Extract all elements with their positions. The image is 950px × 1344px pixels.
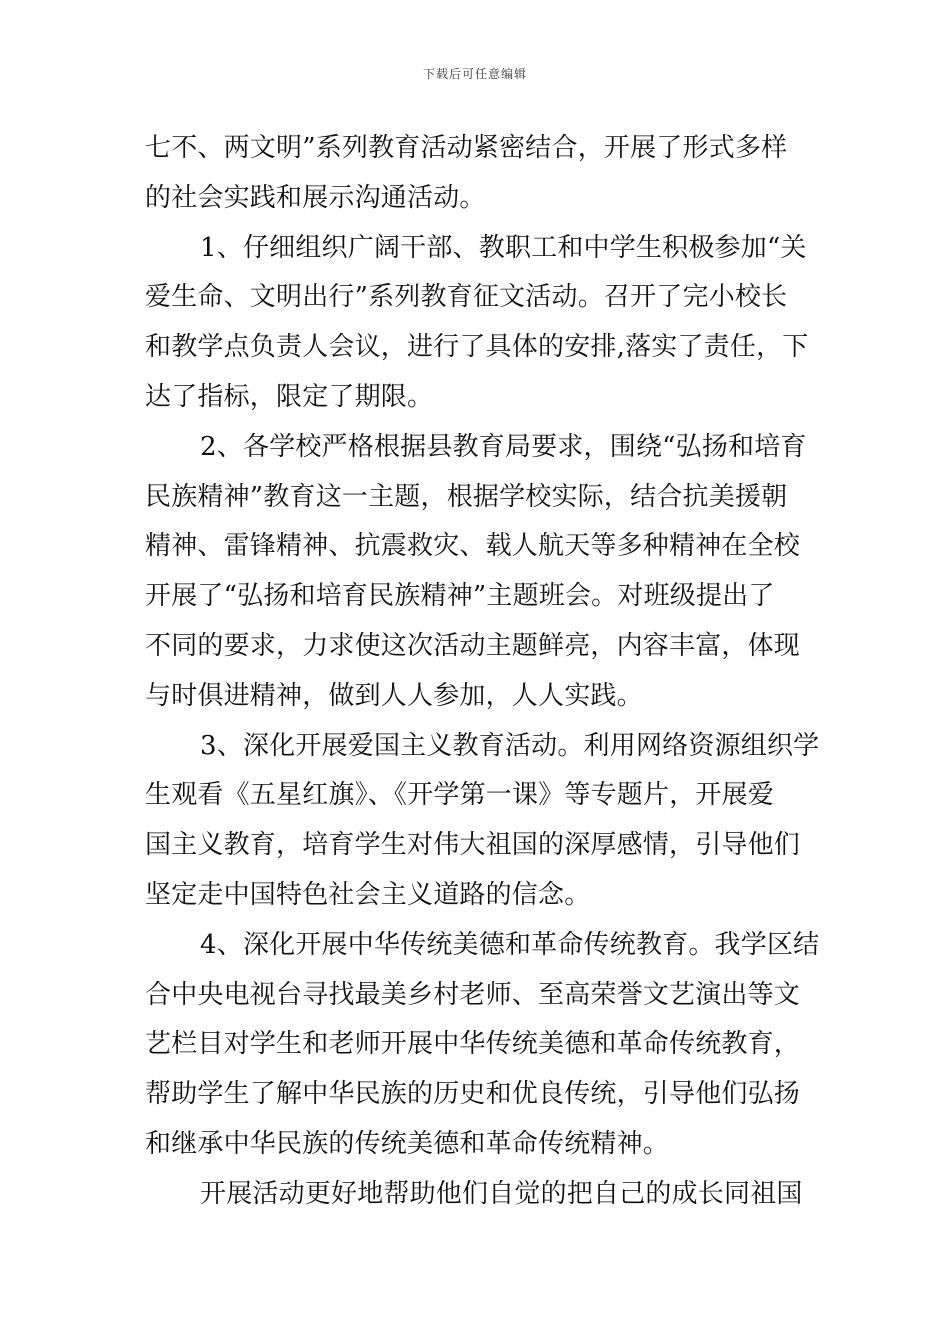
text-line: 艺栏目对学生和老师开展中华传统美德和革命传统教育， [145, 1029, 801, 1060]
text-line: 国主义教育，培育学生对伟大祖国的深厚感情，引导他们 [145, 830, 801, 861]
text-line: 爱生命、文明出行”系列教育征文活动。召开了完小校长 [145, 282, 788, 313]
document-body [145, 124, 820, 1220]
paragraph-first-line: 1、仔细组织广阔干部、教职工和中学生积极参加“关 [200, 232, 807, 263]
paragraph-first-line: 3、深化开展爱国主义教育活动。利用网络资源组织学 [200, 730, 820, 761]
text-line: 与时俱进精神，做到人人参加，人人实践。 [145, 680, 643, 711]
text-line: 合中央电视台寻找最美乡村老师、至高荣誉文艺演出等文 [145, 979, 801, 1010]
page-header-note: 下载后可任意编辑 [422, 67, 527, 81]
paragraph-first-line: 4、深化开展中华传统美德和革命传统教育。我学区结 [200, 929, 820, 960]
text-line: 七不、两文明”系列教育活动紧密结合，开展了形式多样 [145, 133, 788, 163]
text-line: 帮助学生了解中华民族的历史和优良传统，引导他们弘扬 [145, 1079, 801, 1110]
text-line: 精神、雷锋精神、抗震救灾、载人航天等多种精神在全校 [145, 531, 801, 562]
text-line: 的社会实践和展示沟通活动。 [145, 182, 486, 213]
text-line: 和教学点负责人会议，进行了具体的安排,落实了责任，下 [145, 332, 809, 363]
text-line: 生观看《五星红旗》、《开学第一课》等专题片，开展爱 [145, 780, 775, 811]
text-line: 坚定走中国特色社会主义道路的信念。 [145, 879, 591, 910]
text-line: 和继承中华民族的传统美德和革命传统精神。 [145, 1128, 670, 1159]
text-line: 不同的要求，力求使这次活动主题鲜亮，内容丰富，体现 [145, 630, 801, 661]
paragraph-first-line: 开展活动更好地帮助他们自觉的把自己的成长同祖国 [200, 1178, 803, 1209]
text-line: 开展了“弘扬和培育民族精神”主题班会。对班级提出了 [145, 581, 775, 612]
paragraph-first-line: 2、各学校严格根据县教育局要求，围绕“弘扬和培育 [200, 431, 807, 462]
text-line: 民族精神”教育这一主题，根据学校实际，结合抗美援朝 [145, 481, 788, 512]
text-line: 达了指标，限定了期限。 [145, 381, 434, 412]
